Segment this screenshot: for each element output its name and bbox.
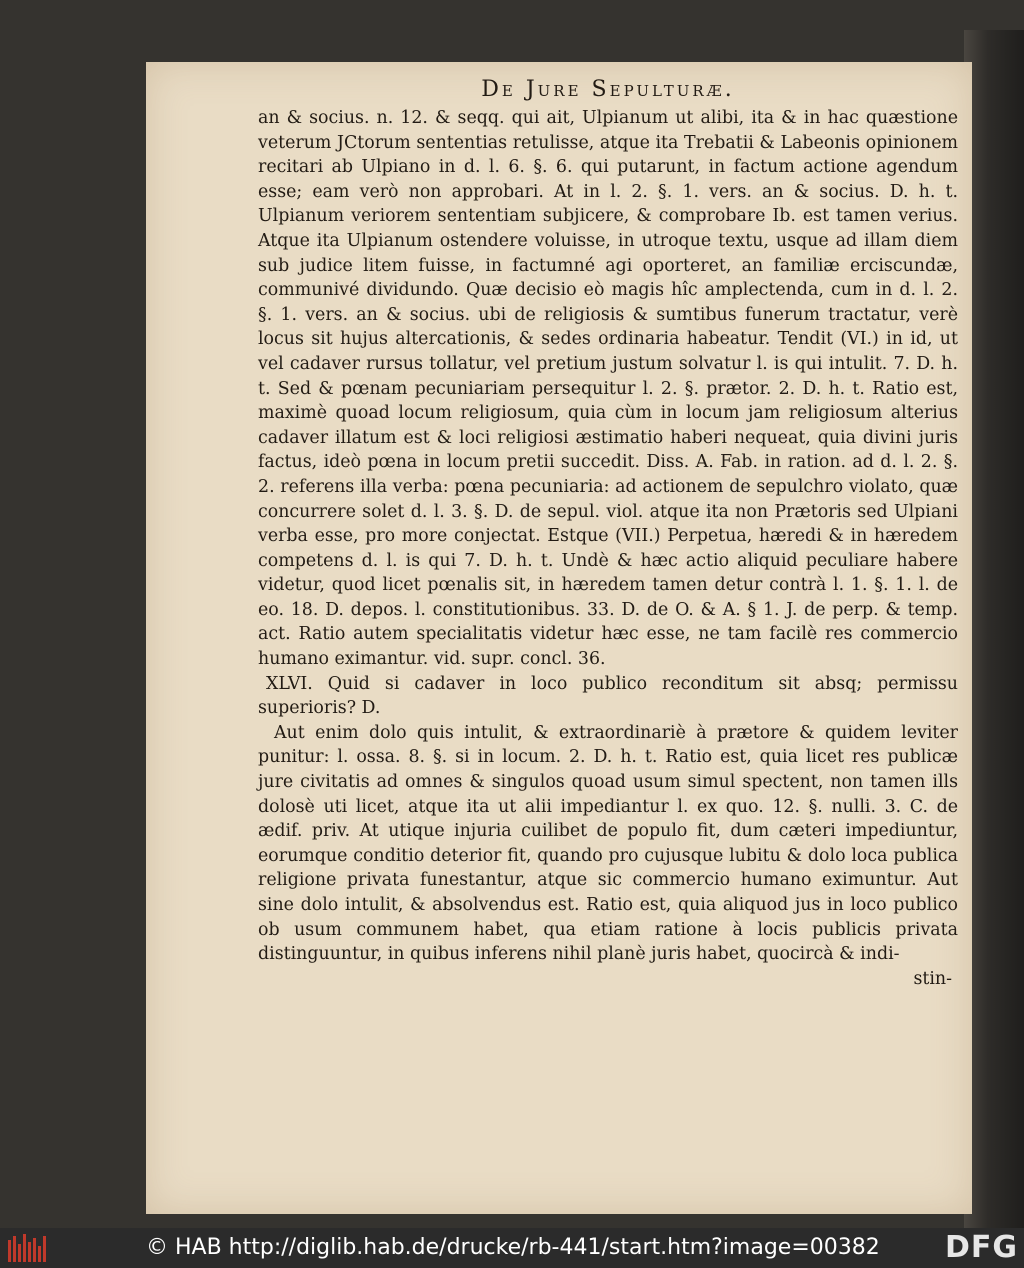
catchword: stin- xyxy=(913,968,952,989)
running-head: De Jure Sepulturæ. xyxy=(481,77,735,102)
book-edge xyxy=(964,30,1024,1228)
page-text xyxy=(258,106,958,967)
footer-bar xyxy=(0,1228,1024,1268)
hab-logo-icon xyxy=(8,1234,48,1262)
page-content xyxy=(258,76,958,991)
dfg-logo: DFG xyxy=(944,1230,1018,1265)
copyright-url[interactable]: © HAB http://diglib.hab.de/drucke/rb-441/start.htm?image=00382 xyxy=(146,1235,880,1260)
paragraph: an & socius. n. 12. & seqq. qui ait, Ulpianum ut alibi, ita & in hac quæstione veterum JCtorum sententias retulisse, atque ita Trebatii & Labeonis opinionem recitari ab Ulpiano in d. l. 6. §. 6. qui putarunt, in factum actione agendum esse; eam verò non approbari. At in l. 2. §. 1. vers. an & socius. D. h. t. Ulpianum veriorem sententiam subjicere, & comprobare Ib. est tamen verius. Atque ita Ulpianum ostendere voluisse, in utroque textu, usque ad illam diem sub judice litem fuisse, in factumné agi oporteret, an familiæ erciscundæ, communivé dividundo. Quæ decisio eò magis hîc amplectenda, cum in d. l. 2. §. 1. vers. an & socius. ubi de religiosis & sumtibus funerum tractatur, verè locus sit hujus altercationis, & sedes ordinaria habeatur. Tendit (VI.) in id, ut vel cadaver rursus tollatur, vel pretium justum solvatur l. is qui intulit. 7. D. h. t. Sed & pœnam pecuniariam persequitur l. 2. §. prætor. 2. D. h. t. Ratio est, maximè quoad locum religiosum, quia cùm in locum jam religiosum alterius cadaver illatum est & loci religiosi æstimatio haberi nequeat, quia divini juris factus, ideò pœna in locum pretii succedit. Diss. A. Fab. in ration. ad d. l. 2. §. 2. referens illa verba: pœna pecuniaria: ad actionem de sepulchro violato, quæ concurrere solet d. l. 3. §. D. de sepul. viol. atque ita non Prætoris sed Ulpiani verba esse, pro more conjectat. Estque (VII.) Perpetua, hæredi & in hæredem competens d. l. is qui 7. D. h. t. Undè & hæc actio aliquid peculiare habere videtur, quod licet pœnalis sit, in hæredem tamen detur contrà l. 1. §. 1. l. de eo. 18. D. depos. l. constitutionibus. 33. D. de O. & A. § 1. J. de perp. & temp. act. Ratio autem specialitatis videtur hæc esse, ne tam facilè res commercio humano eximantur. vid. supr. concl. 36. xyxy=(258,108,958,670)
book-page xyxy=(146,62,972,1214)
section-heading: XLVI. Quid si cadaver in loco publico reconditum sit absq; permissu superioris? D. xyxy=(258,673,958,719)
paragraph: Aut enim dolo quis intulit, & extraordinariè à prætore & quidem leviter punitur: l. ossa. 8. §. si in locum. 2. D. h. t. Ratio est, quia licet res publicæ jure civitatis ad omnes & singulos quoad usum simul spectent, non tamen ills dolosè uti licet, atque ita ut alii impediantur l. ex quo. 12. §. nulli. 3. C. de ædif. priv. At utique injuria cuilibet de populo fit, dum cæteri impediuntur, eorumque conditio deterior fit, quando pro cujusque lubitu & dolo loca publica religione privata funestantur, atque sic commercio humano eximuntur. Aut sine dolo intulit, & absolvendus est. Ratio est, quia aliquod jus in loco publico ob usum communem habet, qua etiam ratione à locis publicis privata distinguuntur, in quibus inferens nihil planè juris habet, quocircà & indi- xyxy=(258,722,958,965)
